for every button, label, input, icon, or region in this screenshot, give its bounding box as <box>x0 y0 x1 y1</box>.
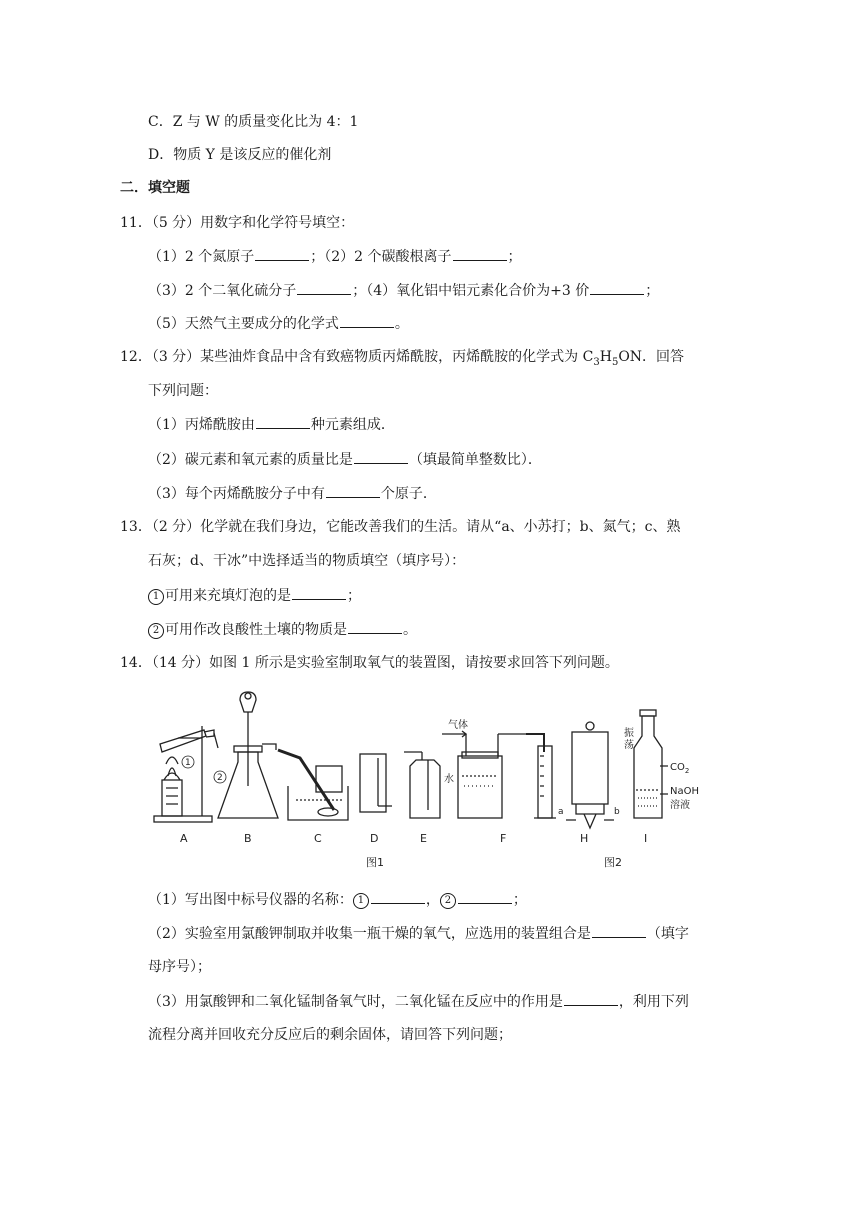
apparatus-e <box>404 752 440 818</box>
question-12-cont: 下列问题： <box>148 383 218 399</box>
figure-1-caption: 图1 <box>366 856 384 869</box>
answer-blank[interactable] <box>458 889 512 904</box>
q12-line-1: （1）丙烯酰胺由 种元素组成． <box>148 414 395 435</box>
q12-line-2: （2）碳元素和氧元素的质量比是 （填最简单整数比）． <box>148 449 542 470</box>
answer-blank[interactable] <box>256 414 310 429</box>
answer-blank[interactable] <box>453 246 507 261</box>
q14-line-3-cont: 流程分离并回收充分反应后的剩余固体，请回答下列问题； <box>148 1027 512 1043</box>
label-f: F <box>500 832 507 845</box>
label-d: D <box>370 832 379 845</box>
option-d: D．物质 Y 是该反应的催化剂 <box>148 147 332 163</box>
svg-text:荡: 荡 <box>624 740 634 751</box>
q11-line-1: （1）2 个氮原子 ；（2）2 个碳酸根离子 ； <box>148 246 522 267</box>
question-14: 14．（14 分）如图 1 所示是实验室制取氧气的装置图，请按要求回答下列问题。 <box>120 655 619 671</box>
label-c: C <box>314 832 322 845</box>
lab-apparatus-figure <box>148 686 708 876</box>
svg-text:气体: 气体 <box>448 720 468 731</box>
q13-line-2: 2 可用作改良酸性土壤的物质是 。 <box>148 619 417 640</box>
apparatus-a <box>154 726 218 822</box>
label-i: I <box>644 832 648 845</box>
option-c: C．Z 与 W 的质量变化比为 4：1 <box>148 114 359 130</box>
q12-line-3: （3）每个丙烯酰胺分子中有 个原子． <box>148 483 437 504</box>
apparatus-d <box>360 754 392 812</box>
answer-blank[interactable] <box>348 619 402 634</box>
section-heading: 二．填空题 <box>120 180 190 196</box>
label-b: B <box>244 832 252 845</box>
svg-text:CO2: $CO_2$ <box>670 762 690 775</box>
apparatus-f <box>442 731 556 818</box>
svg-text:溶液: 溶液 <box>670 800 690 811</box>
q14-line-1: （1）写出图中标号仪器的名称： 1 ， 2 ； <box>148 889 527 910</box>
q11-line-3: （5）天然气主要成分的化学式 。 <box>148 313 409 334</box>
label-e: E <box>420 832 427 845</box>
apparatus-b <box>218 692 278 818</box>
svg-text:b: b <box>614 807 620 817</box>
question-13-cont: 石灰；d、干冰”中选择适当的物质填空（填序号）： <box>148 553 466 569</box>
svg-text:2: 2 <box>217 773 223 783</box>
question-13: 13．（2 分）化学就在我们身边，它能改善我们的生活。请从“a、小苏打；b、氮气；c、熟 <box>120 519 681 535</box>
question-11: 11．（5 分）用数字和化学符号填空： <box>120 215 355 231</box>
q14-line-2: （2）实验室用氯酸钾制取并收集一瓶干燥的氧气，应选用的装置组合是 （填字 <box>148 923 689 944</box>
svg-text:水: 水 <box>444 774 454 785</box>
q14-line-2-cont: 母序号）； <box>148 959 211 975</box>
question-12: 12．（3 分）某些油炸食品中含有致癌物质丙烯酰胺，丙烯酰胺的化学式为 $C_3H_5ON$．回答 <box>120 349 685 368</box>
answer-blank[interactable] <box>371 889 425 904</box>
answer-blank[interactable] <box>297 280 351 295</box>
label-a: A <box>180 832 188 845</box>
svg-text:NaOH: NaOH <box>670 786 699 797</box>
figure-2-caption: 图2 <box>604 856 622 869</box>
answer-blank[interactable] <box>592 923 646 938</box>
svg-text:振: 振 <box>624 728 634 739</box>
answer-blank[interactable] <box>340 313 394 328</box>
answer-blank[interactable] <box>354 449 408 464</box>
svg-text:1: 1 <box>185 758 191 768</box>
apparatus-h <box>566 722 614 828</box>
answer-blank[interactable] <box>564 991 618 1006</box>
answer-blank[interactable] <box>255 246 309 261</box>
svg-text:a: a <box>558 807 564 817</box>
q13-line-1: 1 可用来充填灯泡的是 ； <box>148 585 361 606</box>
answer-blank[interactable] <box>326 483 380 498</box>
label-h: H <box>580 832 589 845</box>
answer-blank[interactable] <box>292 585 346 600</box>
q11-line-2: （3）2 个二氧化硫分子 ；（4）氧化铝中铝元素化合价为+3 价 ； <box>148 280 659 301</box>
answer-blank[interactable] <box>590 280 644 295</box>
q14-line-3: （3）用氯酸钾和二氧化锰制备氧气时，二氧化锰在反应中的作用是 ，利用下列 <box>148 991 689 1012</box>
apparatus-c <box>278 750 348 820</box>
apparatus-i <box>634 710 668 818</box>
